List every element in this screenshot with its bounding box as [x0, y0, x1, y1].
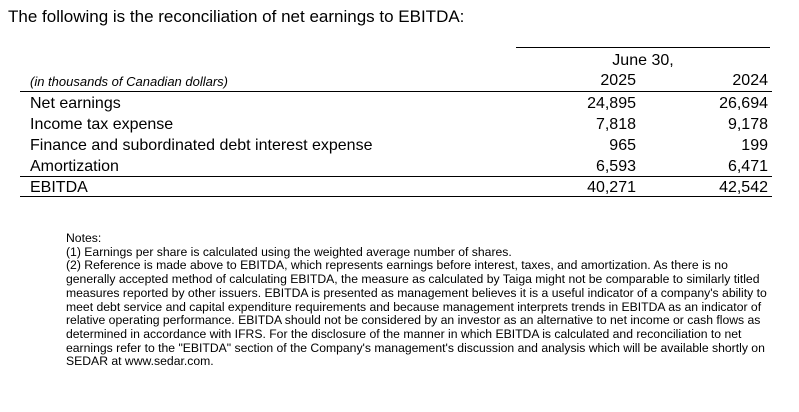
- notes-heading: Notes:: [66, 231, 102, 245]
- row-value-2025: 7,818: [595, 116, 636, 133]
- row-value-2024: 9,178: [727, 116, 768, 133]
- row-value-2024: 199: [741, 137, 768, 154]
- column-header-2024: 2024: [732, 72, 768, 89]
- total-value-2024: 42,542: [719, 179, 768, 196]
- table-row: [20, 135, 772, 156]
- row-value-2025: 24,895: [587, 95, 636, 112]
- total-rule: [20, 196, 772, 197]
- subtotal-rule: [20, 176, 772, 177]
- table-row: [20, 156, 772, 177]
- note-2: (2) Reference is made above to EBITDA, which represents earnings before interest, taxes, and amortization. As there is no generally accepted method of calculating EBITDA, the measure as calculated by Taiga might not be comparable to similarly titled measures reported by other issuers. EBITDA is presented as management believes it is a useful indicator of a company's ability to meet debt service and capital expenditure requirements and because management interprets trends in EBITDA as an indicator of relative operating performance. EBITDA should not be considered by an investor as an alternative to net income or cash flows as determined in accordance with IFRS. For the disclosure of the manner in which EBITDA is calculated and reconciliation to net earnings refer to the "EBITDA" section of the Company's management's discussion and analysis which will be available shortly on SEDAR at www.sedar.com.: [66, 258, 767, 369]
- total-label: EBITDA: [30, 179, 88, 196]
- notes-section: [66, 232, 778, 369]
- total-row: [20, 177, 772, 198]
- row-label: Income tax expense: [30, 116, 174, 133]
- reconciliation-table: [20, 93, 772, 198]
- row-value-2024: 26,694: [719, 95, 768, 112]
- table-row: [20, 114, 772, 135]
- row-value-2025: 6,593: [595, 158, 636, 175]
- row-label: Amortization: [30, 158, 119, 175]
- units-label: (in thousands of Canadian dollars): [30, 74, 229, 89]
- table-header-rule: [20, 91, 772, 92]
- row-label: Net earnings: [30, 95, 121, 112]
- table-row: [20, 93, 772, 114]
- row-label: Finance and subordinated debt interest expense: [30, 137, 373, 154]
- column-header-2025: 2025: [600, 72, 636, 89]
- row-value-2025: 965: [609, 137, 636, 154]
- note-1: (1) Earnings per share is calculated using the weighted average number of shares.: [66, 244, 512, 259]
- total-value-2025: 40,271: [587, 179, 636, 196]
- period-header: June 30,: [516, 47, 770, 71]
- row-value-2024: 6,471: [727, 158, 768, 175]
- intro-text: The following is the reconciliation of net earnings to EBITDA:: [8, 7, 465, 26]
